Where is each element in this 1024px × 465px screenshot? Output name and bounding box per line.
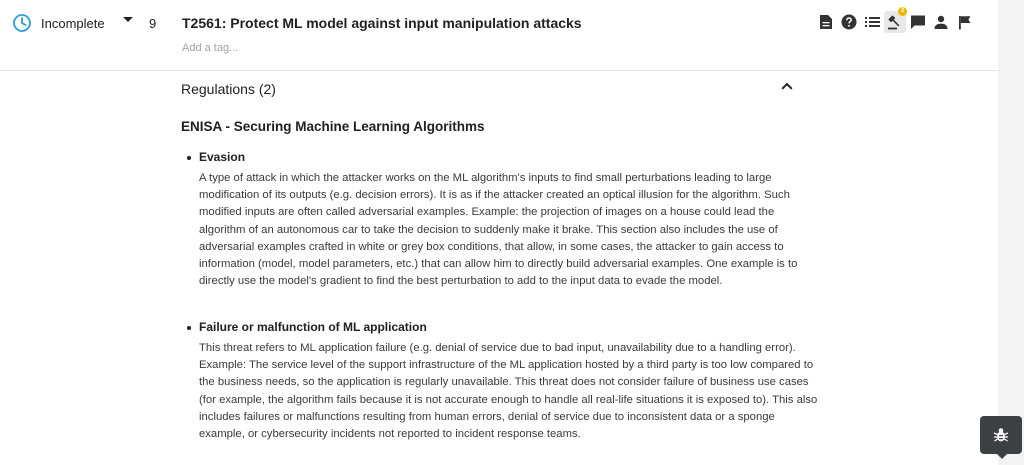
document-button[interactable] [815,11,837,33]
status-label: Incomplete [41,15,105,31]
bug-report-button[interactable] [980,416,1022,454]
threat-name: Failure or malfunction of ML application [199,320,427,334]
regulation-name: ENISA - Securing Machine Learning Algorithms [181,119,485,134]
threat-header [0,0,998,71]
regulations-badge: 2 [898,7,907,16]
regulations-toggle[interactable] [181,80,793,100]
regulations-title: Regulations (2) [181,81,276,97]
document-icon [819,14,833,30]
clock-icon [12,13,32,33]
right-gutter [998,0,1024,465]
gavel-icon [887,14,903,30]
page-title: T2561: Protect ML model against input manipulation attacks [182,15,582,31]
status-dropdown[interactable] [12,12,105,34]
regulations-button[interactable] [884,8,906,33]
bullet [187,326,191,330]
help-icon [841,14,857,30]
toolbar [815,8,976,33]
assignee-button[interactable] [930,11,952,33]
list-button[interactable] [861,11,883,33]
chevron-down-icon[interactable] [123,17,133,22]
bug-icon [993,427,1009,443]
threat-description: This threat refers to ML application failure (e.g. denial of service due to bad input, unavailability due to a handling error). Example: The service level of the support infrastructure of the ML application hosted by a third party is too low compared to the business needs, so the application is regularly unavailable. This threat does not consider failure of business use cases (for example, the algorithm fails because it is not accurate enough to handle all real-life situations it is exposed to). This also includes failures or malfunctions resulting from human errors, denial of service due to inconsistent data or a sponge example, or cybersecurity incidents not reported to incident response teams. [199,342,818,441]
bullet [187,156,191,160]
help-button[interactable] [838,11,860,33]
comment-icon [910,14,926,30]
threat-count: 9 [149,16,157,31]
list-icon [865,16,880,28]
comments-button[interactable] [907,11,929,33]
chevron-up-icon[interactable] [781,82,793,90]
flag-button[interactable] [953,11,975,33]
flag-icon [958,15,971,30]
threat-description: A type of attack in which the attacker works on the ML algorithm's inputs to find small perturbations leading to large modification of its outputs (e.g. decision errors). It is as if the attacker created an optical illusion for the algorithm. Such modified inputs are often called adversarial examples. Example: the projection of images on a house could lead the algorithm of an autonomous car to take the decision to suddenly make it brake. This section also includes the use of adversarial examples crafted in white or grey box conditions, that allow, in some cases, the attacker to gain access to information (model, model parameters, etc.) that can allow him to directly build adversarial examples. One example is to directly use the model's gradient to find the best perturbation to add to the input data to evade the model. [199,172,798,288]
person-icon [934,15,948,29]
tag-input[interactable] [182,42,342,54]
threat-name: Evasion [199,150,246,164]
